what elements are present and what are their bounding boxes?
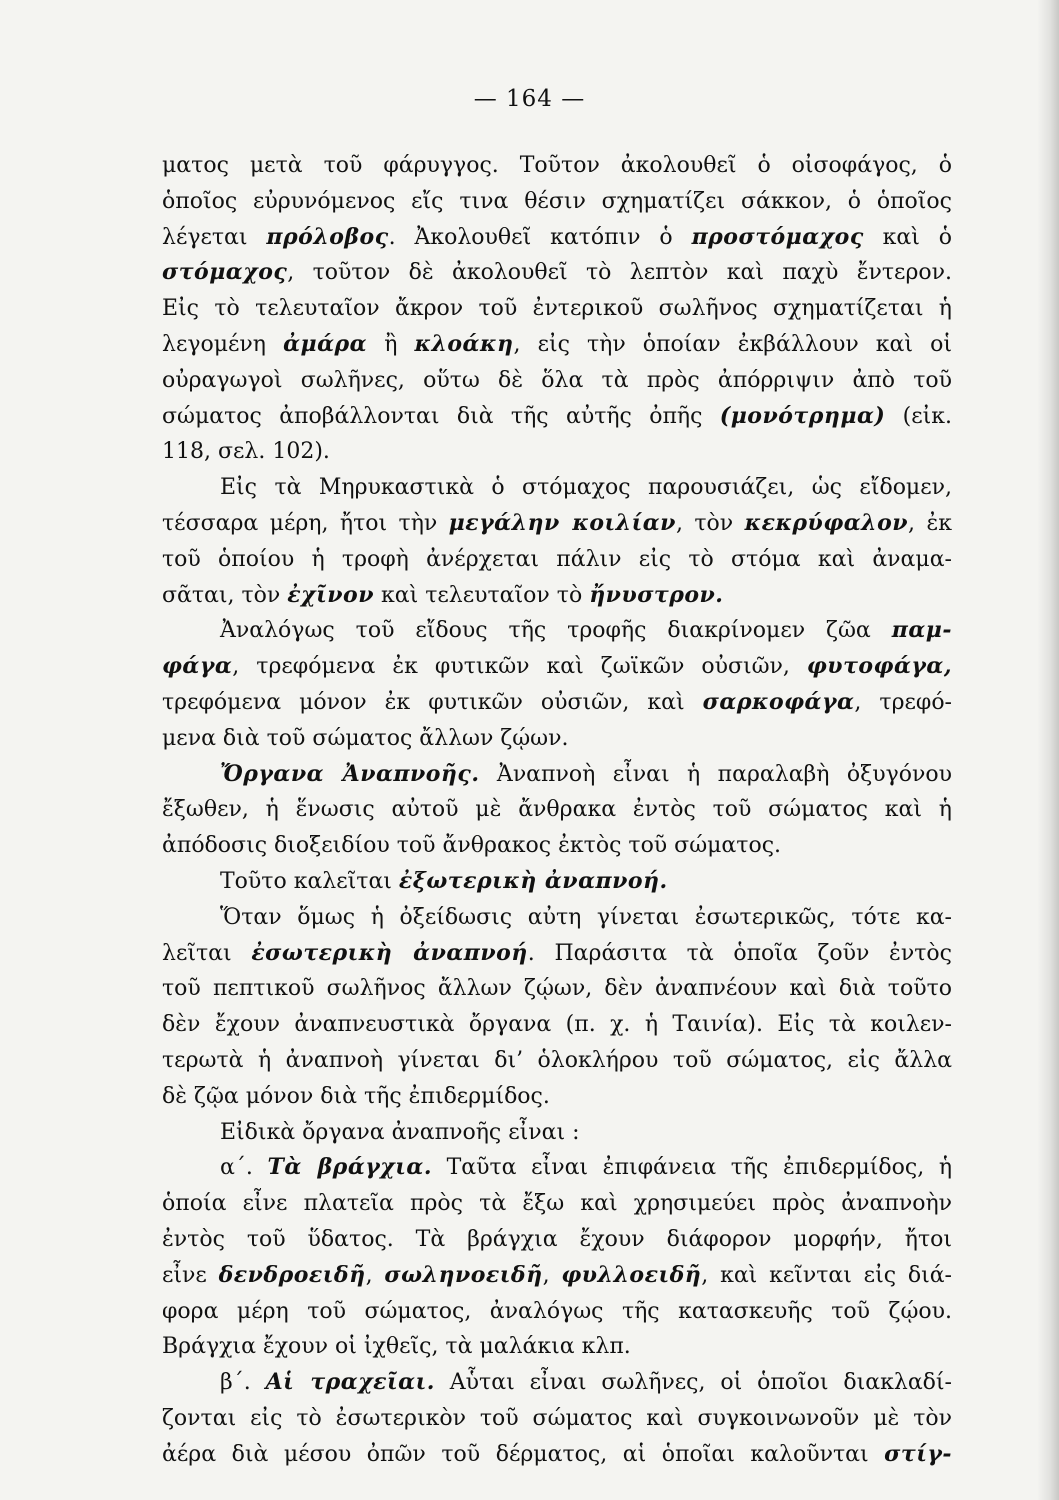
text-segment: , τὸν xyxy=(675,510,745,536)
text-line xyxy=(162,470,952,506)
emphasized-term: κλοάκη xyxy=(414,330,514,357)
text-line xyxy=(162,900,952,936)
text-line xyxy=(162,1043,952,1079)
text-segment: δὲν ἔχουν ἀναπνευστικὰ ὄργανα (π. χ. ἡ Ταινία). Εἰς τὰ κοιλεν- xyxy=(162,1012,952,1038)
text-segment: δὲ ζῷα μόνον διὰ τῆς ἐπιδερμίδος. xyxy=(162,1083,550,1109)
emphasized-term: προστόμαχος xyxy=(691,223,864,250)
text-line xyxy=(162,255,952,291)
emphasized-term: στόμαχος xyxy=(162,259,288,286)
text-line xyxy=(162,936,952,972)
emphasized-term: Αἱ τραχεῖαι. xyxy=(265,1369,435,1396)
emphasized-term: Ὄργανα Ἀναπνοῆς. xyxy=(220,760,480,787)
emphasized-term: ἐξωτερικὴ ἀναπνοή. xyxy=(398,867,668,894)
text-segment: καὶ ὁ xyxy=(863,224,952,250)
text-line xyxy=(162,506,952,542)
text-segment: Αὗται εἶναι σωλῆνες, οἱ ὁποῖοι διακλαδί- xyxy=(434,1370,952,1396)
text-segment: Ἀναλόγως τοῦ εἴδους τῆς τροφῆς διακρίνομεν ζῶα xyxy=(220,618,892,644)
text-segment: τέσσαρα μέρη, ἤτοι τὴν xyxy=(162,510,449,536)
text-segment: , τρεφό- xyxy=(854,689,952,715)
text-segment: ἢ xyxy=(367,331,415,357)
text-segment: μενα διὰ τοῦ σώματος ἄλλων ζῴων. xyxy=(162,725,569,751)
text-segment: τοῦ πεπτικοῦ σωλῆνος ἄλλων ζῴων, δὲν ἀναπνέουν καὶ διὰ τοῦτο xyxy=(162,976,952,1002)
text-line xyxy=(162,363,952,399)
text-segment: , εἰς τὴν ὁποίαν ἐκβάλλουν καὶ οἱ xyxy=(513,331,952,357)
text-segment: ζονται εἰς τὸ ἐσωτερικὸν τοῦ σώματος καὶ συγκοινωνοῦν μὲ τὸν xyxy=(162,1405,952,1431)
text-line xyxy=(162,220,952,256)
text-line xyxy=(162,613,952,649)
text-line xyxy=(162,434,952,470)
text-segment: σώματος ἀποβάλλονται διὰ τῆς αὐτῆς ὀπῆς xyxy=(162,403,720,429)
text-segment: Τοῦτο καλεῖται xyxy=(220,868,399,894)
emphasized-term: ἀμάρα xyxy=(283,330,368,357)
text-line xyxy=(162,1115,952,1151)
text-line xyxy=(162,1365,952,1401)
text-line xyxy=(162,578,952,614)
text-segment: τοῦ ὁποίου ἡ τροφὴ ἀνέρχεται πάλιν εἰς τὸ στόμα καὶ ἀναμα- xyxy=(162,546,952,572)
emphasized-term: μεγάλην κοιλίαν xyxy=(448,509,676,536)
text-segment: ὁποῖος εὐρυνόμενος εἴς τινα θέσιν σχηματίζει σάκκον, ὁ ὁποῖος xyxy=(162,188,952,214)
emphasized-term: Τὰ βράγχια. xyxy=(267,1154,432,1181)
text-line xyxy=(162,1437,952,1473)
text-line xyxy=(162,792,952,828)
text-segment: φορα μέρη τοῦ σώματος, ἀναλόγως τῆς κατασκευῆς τοῦ ζῴου. xyxy=(162,1298,952,1324)
text-segment: καὶ τελευταῖον τὸ xyxy=(374,582,590,608)
text-segment: Εἰδικὰ ὄργανα ἀναπνοῆς εἶναι : xyxy=(220,1119,580,1145)
text-line xyxy=(162,1079,952,1115)
text-line xyxy=(162,1186,952,1222)
text-line xyxy=(162,327,952,363)
text-line xyxy=(162,971,952,1007)
text-segment: λεῖται xyxy=(162,940,252,966)
text-segment: Βράγχια ἔχουν οἱ ἰχθεῖς, τὰ μαλάκια κλπ. xyxy=(162,1334,631,1360)
text-line xyxy=(162,685,952,721)
emphasized-term: στίγ- xyxy=(884,1440,952,1467)
text-line xyxy=(162,828,952,864)
emphasized-term: ἐσωτερικὴ ἀναπνοή xyxy=(251,939,528,966)
page-number: — 164 — xyxy=(473,86,586,112)
text-segment: α΄. xyxy=(220,1155,268,1181)
text-segment: . Ἀκολουθεῖ κατόπιν ὁ xyxy=(388,224,692,250)
text-line xyxy=(162,399,952,435)
text-line xyxy=(162,1294,952,1330)
text-segment: λεγομένη xyxy=(162,331,284,357)
emphasized-term: δενδροειδῆ xyxy=(218,1261,366,1288)
body-text xyxy=(162,148,952,1472)
emphasized-term: ἤνυστρον. xyxy=(589,581,724,608)
text-segment: σᾶται, τὸν xyxy=(162,582,288,608)
emphasized-term: σαρκοφάγα xyxy=(702,688,855,715)
text-segment: , τρεφόμενα ἐκ φυτικῶν καὶ ζωϊκῶν οὐσιῶν, xyxy=(232,654,807,680)
text-line xyxy=(162,721,952,757)
text-segment: οὐραγωγοὶ σωλῆνες, οὕτω δὲ ὅλα τὰ πρὸς ἀπόρριψιν ἀπὸ τοῦ xyxy=(162,367,952,393)
text-segment: τρεφόμενα μόνον ἐκ φυτικῶν οὐσιῶν, καὶ xyxy=(162,689,703,715)
text-segment: Εἰς τὰ Μηρυκαστικὰ ὁ στόμαχος παρουσιάζει, ὡς εἴδομεν, xyxy=(220,475,952,501)
text-segment: ἔξωθεν, ἡ ἕνωσις αὐτοῦ μὲ ἄνθρακα ἐντὸς τοῦ σώματος καὶ ἡ xyxy=(162,797,952,823)
text-line xyxy=(162,1222,952,1258)
text-line xyxy=(162,542,952,578)
text-segment: (εἰκ. xyxy=(885,403,953,429)
emphasized-term: σωληνοειδῆ xyxy=(384,1261,543,1288)
emphasized-term: ἐχῖνον xyxy=(287,581,374,608)
text-segment: 118, σελ. 102). xyxy=(162,439,330,465)
page-edge-shadow xyxy=(1037,0,1059,1500)
text-segment: τερωτὰ ἡ ἀναπνοὴ γίνεται δι’ ὁλοκλήρου τοῦ σώματος, εἰς ἄλλα xyxy=(162,1047,952,1073)
text-segment: Ὅταν ὅμως ἡ ὀξείδωσις αὐτη γίνεται ἐσωτερικῶς, τότε κα- xyxy=(220,904,952,930)
text-segment: β΄. xyxy=(220,1370,266,1396)
text-line xyxy=(162,1401,952,1437)
emphasized-term: φυτοφάγα, xyxy=(806,653,952,680)
text-segment: . Παράσιτα τὰ ὁποῖα ζοῦν ἐντὸς xyxy=(527,940,952,966)
text-segment: λέγεται xyxy=(162,224,267,250)
text-segment: , xyxy=(365,1262,385,1288)
text-segment: , τοῦτον δὲ ἀκολουθεῖ τὸ λεπτὸν καὶ παχὺ ἔντερον. xyxy=(287,260,952,286)
text-segment: εἶνε xyxy=(162,1262,219,1288)
text-line xyxy=(162,291,952,327)
text-line xyxy=(162,649,952,685)
emphasized-term: παμ- xyxy=(891,617,952,644)
text-line xyxy=(162,864,952,900)
text-line xyxy=(162,757,952,793)
text-segment: ἀέρα διὰ μέσου ὀπῶν τοῦ δέρματος, αἱ ὁποῖαι καλοῦνται xyxy=(162,1441,885,1467)
text-segment: ματος μετὰ τοῦ φάρυγγος. Τοῦτον ἀκολουθεῖ ὁ οἰσοφάγος, ὁ xyxy=(162,153,952,178)
text-line xyxy=(162,1258,952,1294)
emphasized-term: φυλλοειδῆ xyxy=(561,1261,702,1288)
text-segment: , xyxy=(542,1262,562,1288)
text-segment: ὁποία εἶνε πλατεῖα πρὸς τὰ ἔξω καὶ χρησιμεύει πρὸς ἀναπνοὴν xyxy=(162,1191,952,1217)
text-line xyxy=(162,1007,952,1043)
text-segment: , ἐκ xyxy=(908,510,952,536)
emphasized-term: φάγα xyxy=(162,653,233,680)
text-line xyxy=(162,1150,952,1186)
text-line xyxy=(162,184,952,220)
text-segment: Ταῦτα εἶναι ἐπιφάνεια τῆς ἐπιδερμίδος, ἡ xyxy=(431,1155,953,1181)
text-segment: Ἀναπνοὴ εἶναι ἡ παραλαβὴ ὀξυγόνου xyxy=(479,761,952,787)
emphasized-term: (μονότρημα) xyxy=(719,402,886,429)
text-line xyxy=(162,148,952,184)
text-line xyxy=(162,1329,952,1365)
text-segment: ἀπόδοσις διοξειδίου τοῦ ἄνθρακος ἐκτὸς τοῦ σώματος. xyxy=(162,833,782,859)
text-segment: ἐντὸς τοῦ ὕδατος. Τὰ βράγχια ἔχουν διάφορον μορφήν, ἤτοι xyxy=(162,1226,952,1252)
emphasized-term: πρόλοβος xyxy=(266,223,389,250)
text-segment: , καὶ κεῖνται εἰς διά- xyxy=(701,1262,952,1288)
text-segment: Εἰς τὸ τελευταῖον ἄκρον τοῦ ἐντερικοῦ σωλῆνος σχηματίζεται ἡ xyxy=(162,296,952,322)
emphasized-term: κεκρύφαλον xyxy=(744,509,909,536)
